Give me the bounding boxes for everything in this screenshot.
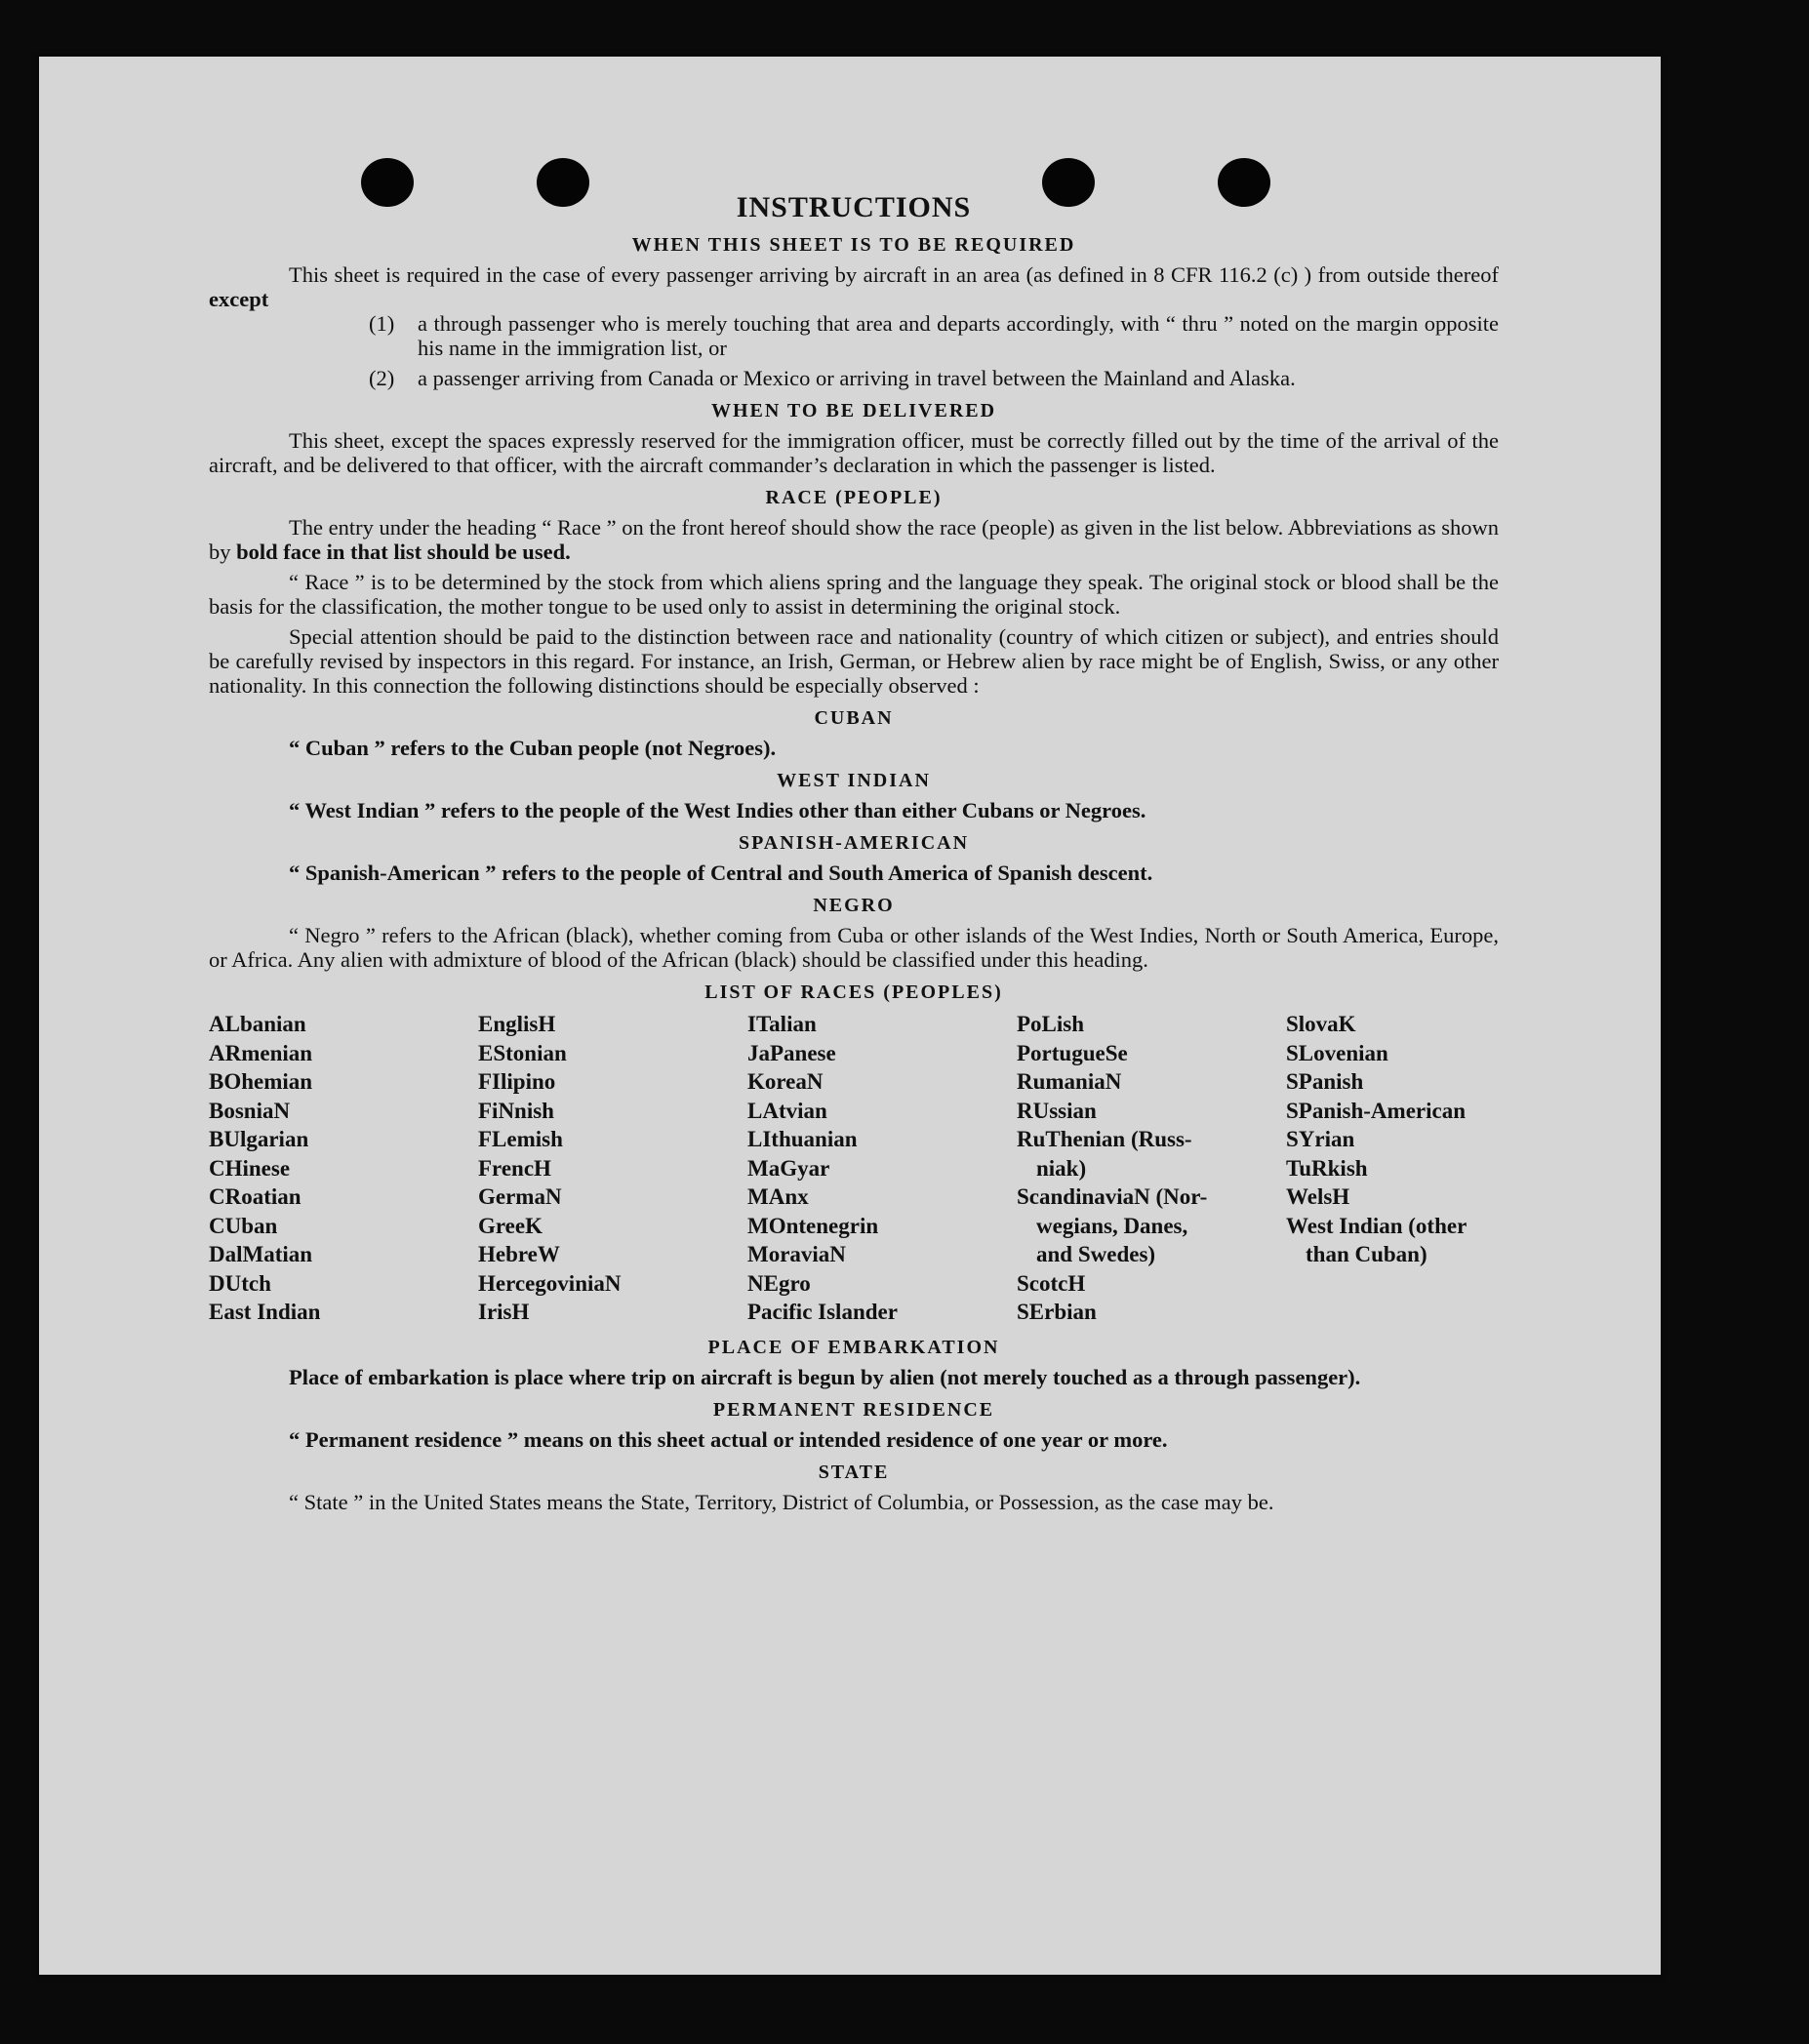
- heading-cuban: CUBAN: [814, 707, 894, 729]
- race-entry: ScotcH: [1017, 1270, 1086, 1296]
- race-entry: SPanish: [1286, 1069, 1364, 1094]
- race-entry: SErbian: [1017, 1300, 1097, 1324]
- heading-west-indian: WEST INDIAN: [777, 770, 931, 791]
- paragraph-negro: “ Negro ” refers to the African (black), whether coming from Cuba or other islands of the West Indies, North or South America, Europe, or Africa. Any alien with admixture of blood of the African (black) should be classified under this heading.: [209, 923, 1499, 972]
- race-entry: BUlgarian: [209, 1127, 309, 1151]
- paragraph-permanent-residence: “ Permanent residence ” means on this sheet actual or intended residence of one year or more.: [289, 1426, 1168, 1452]
- document-content: [209, 191, 1499, 1514]
- race-entry: SLovenian: [1286, 1040, 1388, 1065]
- page-title: INSTRUCTIONS: [736, 191, 972, 223]
- race-entry: BosniaN: [209, 1098, 291, 1123]
- heading-when-delivered: WHEN TO BE DELIVERED: [710, 400, 997, 421]
- item-text: a passenger arriving from Canada or Mexico or arriving in travel between the Mainland and Alaska.: [418, 366, 1296, 390]
- heading-state: STATE: [818, 1461, 890, 1483]
- race-entry: RumaniaN: [1017, 1069, 1122, 1094]
- item-text: a through passenger who is merely touching that area and departs accordingly, with “ thru ” noted on the margin opposite his name in the immigration list, or: [418, 311, 1499, 360]
- race-entry: ITalian: [747, 1012, 817, 1036]
- race-entry: CUban: [209, 1213, 278, 1238]
- races-table: [209, 1010, 1499, 1327]
- race-entry: East Indian: [209, 1300, 321, 1324]
- race-entry: WelsH: [1286, 1184, 1350, 1209]
- race-entry: FiNnish: [478, 1098, 554, 1123]
- race-entry: EnglisH: [478, 1012, 556, 1036]
- race-entry-continued: than Cuban): [1306, 1242, 1427, 1266]
- paragraph-spanish-american: “ Spanish-American ” refers to the people of Central and South America of Spanish descent.: [289, 861, 1153, 885]
- paragraph-west-indian: “ West Indian ” refers to the people of the West Indies other than either Cubans or Negroes.: [289, 798, 1146, 822]
- race-entry: GreeK: [478, 1213, 543, 1238]
- race-entry: IrisH: [478, 1300, 530, 1324]
- race-entry-continued: and Swedes): [1036, 1242, 1156, 1266]
- heading-when-required: WHEN THIS SHEET IS TO BE REQUIRED: [631, 234, 1076, 256]
- race-entry-continued: wegians, Danes,: [1036, 1213, 1188, 1238]
- race-entry: BOhemian: [209, 1069, 313, 1094]
- paragraph-embarkation: Place of embarkation is place where trip on aircraft is begun by alien (not merely touched as a through passenger).: [289, 1364, 1361, 1389]
- race-entry: FIlipino: [478, 1069, 556, 1094]
- race-entry: TuRkish: [1286, 1155, 1368, 1181]
- race-entry: West Indian (other: [1286, 1213, 1467, 1238]
- race-entry: CHinese: [209, 1155, 291, 1181]
- paragraph-cuban: “ Cuban ” refers to the Cuban people (not Negroes).: [289, 736, 777, 760]
- race-entry: HercegoviniaN: [478, 1270, 622, 1296]
- race-entry: MOntenegrin: [747, 1213, 879, 1238]
- race-entry: MAnx: [747, 1184, 809, 1209]
- paragraph-race-1: [209, 515, 1499, 564]
- races-column-1: [209, 1010, 478, 1327]
- races-column-5: [1286, 1010, 1499, 1327]
- heading-permanent-residence: PERMANENT RESIDENCE: [712, 1398, 995, 1421]
- paragraph-state: “ State ” in the United States means the State, Territory, District of Columbia, or Possession, as the case may be.: [289, 1489, 1274, 1514]
- race-entry: CRoatian: [209, 1184, 302, 1209]
- heading-negro: NEGRO: [813, 895, 895, 916]
- race-text-c: in that list should be used.: [326, 540, 571, 564]
- race-entry: KoreaN: [747, 1069, 824, 1094]
- race-entry: DUtch: [209, 1270, 271, 1296]
- item-number: (2): [369, 366, 395, 390]
- race-entry: SYrian: [1286, 1127, 1355, 1151]
- races-column-3: [747, 1010, 1017, 1327]
- paragraph-race-3: Special attention should be paid to the distinction between race and nationality (country of which citizen or subject), and entries should be carefully revised by inspectors in this regard. For instance, an Irish, German, or Hebrew alien by race might be of English, Swiss, or any other nationality. In this connection the following distinctions should be especially observed :: [209, 624, 1499, 698]
- paragraph-when-required: [209, 262, 1499, 311]
- race-entry: LAtvian: [747, 1098, 827, 1123]
- item-number: (1): [369, 311, 395, 336]
- race-entry: ARmenian: [209, 1040, 313, 1065]
- bold-face-text: bold face: [236, 540, 321, 564]
- race-entry: PoLish: [1017, 1012, 1085, 1036]
- heading-list-of-races: LIST OF RACES (PEOPLES): [704, 982, 1003, 1003]
- heading-embarkation: PLACE OF EMBARKATION: [707, 1336, 1000, 1358]
- race-entry-continued: niak): [1036, 1155, 1087, 1181]
- heading-spanish-american: SPANISH-AMERICAN: [738, 832, 970, 854]
- list-item-1: [369, 311, 1499, 360]
- race-entry: LIthuanian: [747, 1127, 858, 1151]
- race-entry: FLemish: [478, 1127, 563, 1151]
- race-entry: MoraviaN: [747, 1242, 846, 1266]
- race-entry: ALbanian: [209, 1012, 306, 1036]
- intro-text: This sheet is required in the case of every passenger arriving by aircraft in an area (as defined in 8 CFR 116.2 (c) ) from outside thereof: [289, 262, 1499, 287]
- race-entry: MaGyar: [747, 1155, 830, 1181]
- heading-race: RACE (PEOPLE): [765, 487, 943, 508]
- race-entry: Pacific Islander: [747, 1300, 898, 1324]
- race-entry: GermaN: [478, 1184, 562, 1209]
- race-entry: HebreW: [478, 1242, 560, 1266]
- race-entry: RuThenian (Russ-: [1017, 1127, 1192, 1151]
- race-entry: SlovaK: [1286, 1012, 1356, 1036]
- race-text-a: The entry under the heading “ Race ” on the front hereof should show the race (people) as given in the list below. Abbreviations as shown by: [209, 515, 1499, 564]
- race-entry: DalMatian: [209, 1242, 313, 1266]
- race-entry: RUssian: [1017, 1098, 1097, 1123]
- race-entry: JaPanese: [747, 1040, 836, 1065]
- paragraph-when-delivered: This sheet, except the spaces expressly reserved for the immigration officer, must be correctly filled out by the time of the arrival of the aircraft, and be delivered to that officer, with the aircraft commander’s declaration in which the passenger is listed.: [209, 428, 1499, 477]
- race-entry: PortugueSe: [1017, 1040, 1128, 1065]
- race-entry: FrencH: [478, 1155, 551, 1181]
- races-column-4: [1017, 1010, 1286, 1327]
- list-item-2: [369, 366, 1499, 390]
- races-column-2: [478, 1010, 747, 1327]
- race-entry: EStonian: [478, 1040, 567, 1065]
- race-entry: SPanish-American: [1286, 1098, 1466, 1123]
- race-entry: NEgro: [747, 1270, 811, 1296]
- race-entry: ScandinaviaN (Nor-: [1017, 1184, 1208, 1209]
- paragraph-race-2: “ Race ” is to be determined by the stock from which aliens spring and the language they speak. The original stock or blood shall be the basis for the classification, the mother tongue to be used only to assist in determining the original stock.: [209, 570, 1499, 619]
- except-text: except: [209, 287, 269, 311]
